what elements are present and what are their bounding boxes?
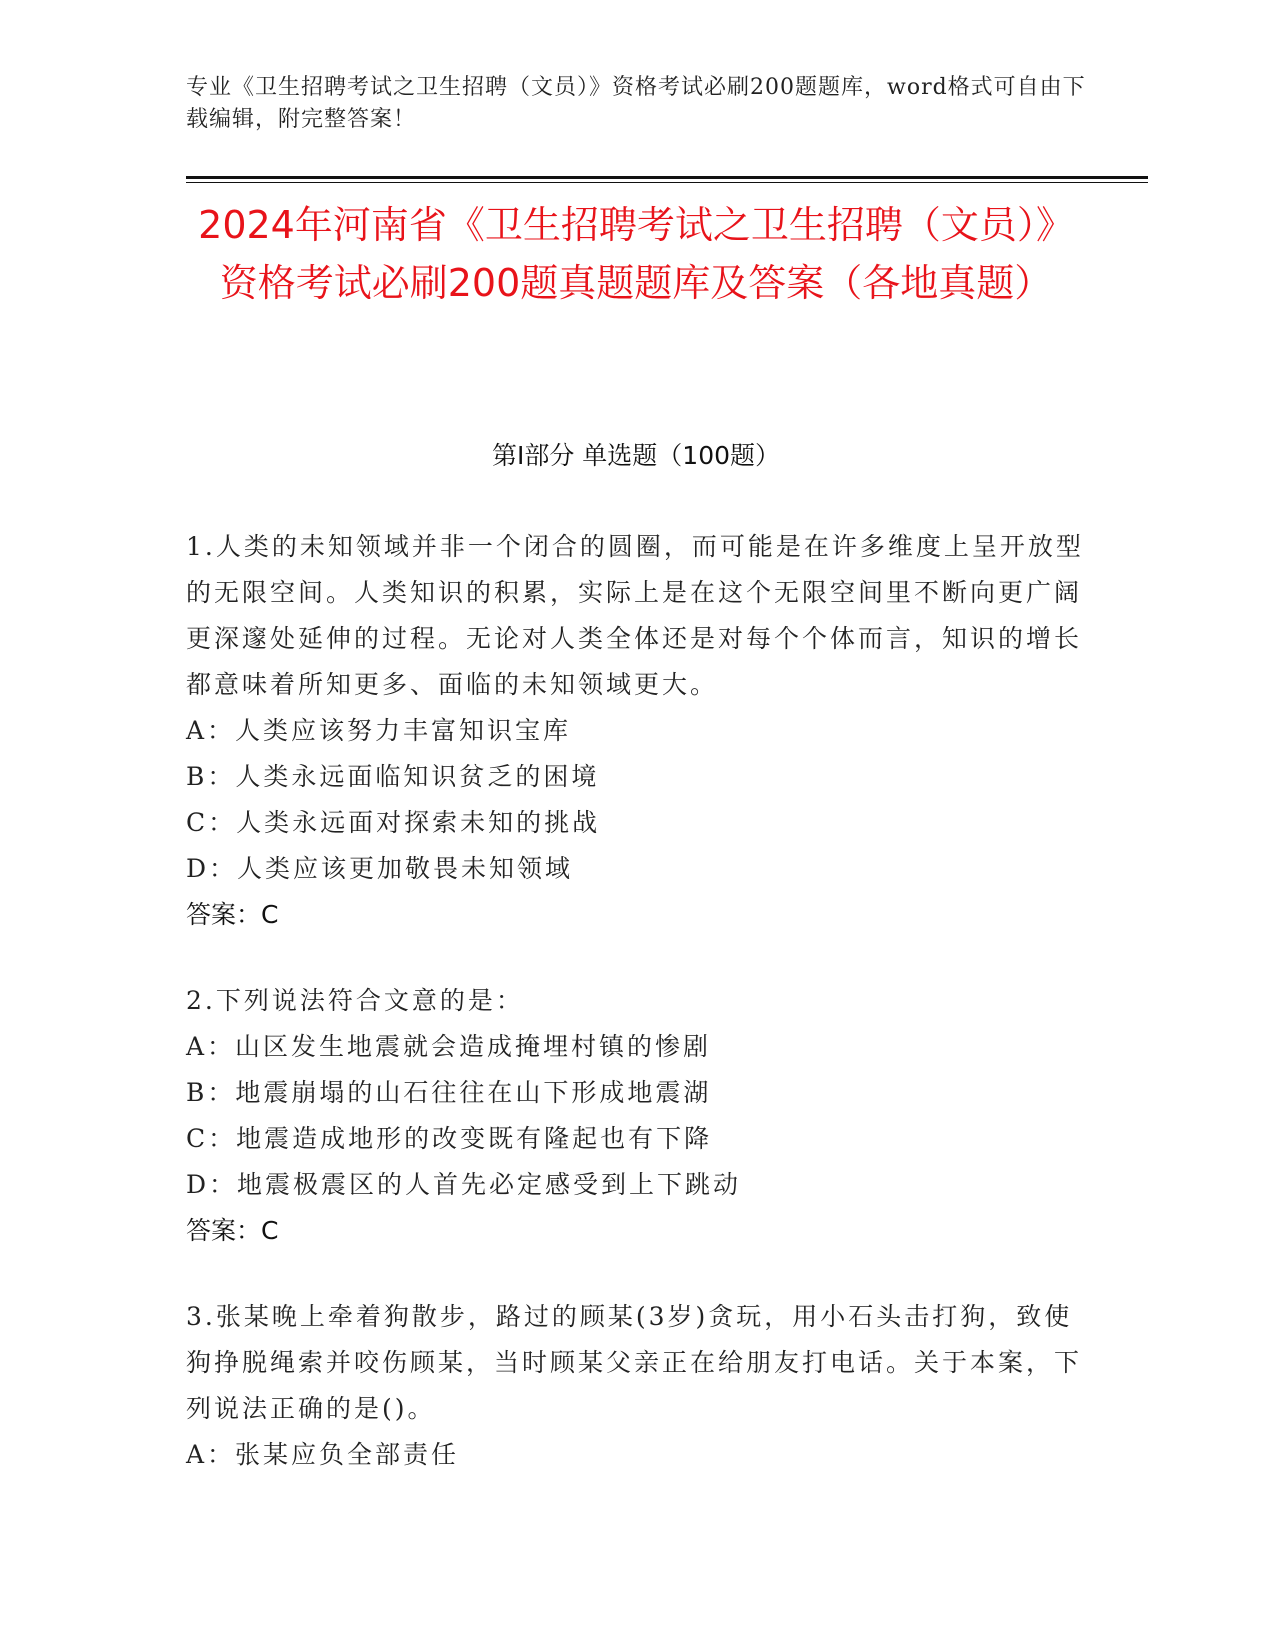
option-c: C：地震造成地形的改变既有隆起也有下降 — [186, 1124, 713, 1153]
document-title: 2024年河南省《卫生招聘考试之卫生招聘（文员）》资格考试必刷200题真题题库及答案（各地真题） — [198, 203, 1074, 305]
option-d: D：人类应该更加敬畏未知领域 — [186, 854, 574, 883]
header-divider-thick — [186, 176, 1148, 179]
question-1 — [186, 524, 1086, 938]
question-3 — [186, 1294, 1086, 1478]
option-a: A：张某应负全部责任 — [186, 1440, 460, 1469]
section-heading: 第Ⅰ部分 单选题（100题） — [491, 441, 781, 470]
option-b: B：人类永远面临知识贫乏的困境 — [186, 762, 600, 791]
header-divider-thin — [186, 182, 1148, 183]
option-c: C：人类永远面对探索未知的挑战 — [186, 808, 601, 837]
option-d: D：地震极震区的人首先必定感受到上下跳动 — [186, 1170, 742, 1199]
question-text: 3.张某晚上牵着狗散步，路过的顾某(3岁)贪玩，用小石头击打狗，致使狗挣脱绳索并咬伤顾某，当时顾某父亲正在给朋友打电话。关于本案，下列说法正确的是()。 — [186, 1302, 1083, 1423]
question-text: 2.下列说法符合文意的是： — [186, 986, 524, 1015]
header-note: 专业《卫生招聘考试之卫生招聘（文员）》资格考试必刷200题题库，word格式可自由下载编辑，附完整答案！ — [186, 75, 1086, 132]
question-text: 1.人类的未知领域并非一个闭合的圆圈，而可能是在许多维度上呈开放型的无限空间。人类知识的积累，实际上是在这个无限空间里不断向更广阔更深邃处延伸的过程。无论对人类全体还是对每个个体而言，知识的增长都意味着所知更多、面临的未知领域更大。 — [186, 532, 1084, 699]
option-a: A：山区发生地震就会造成掩埋村镇的惨剧 — [186, 1032, 712, 1061]
answer: 答案：C — [186, 900, 279, 929]
answer: 答案：C — [186, 1216, 279, 1245]
question-2 — [186, 978, 1086, 1254]
option-a: A：人类应该努力丰富知识宝库 — [186, 716, 572, 745]
option-b: B：地震崩塌的山石往往在山下形成地震湖 — [186, 1078, 712, 1107]
